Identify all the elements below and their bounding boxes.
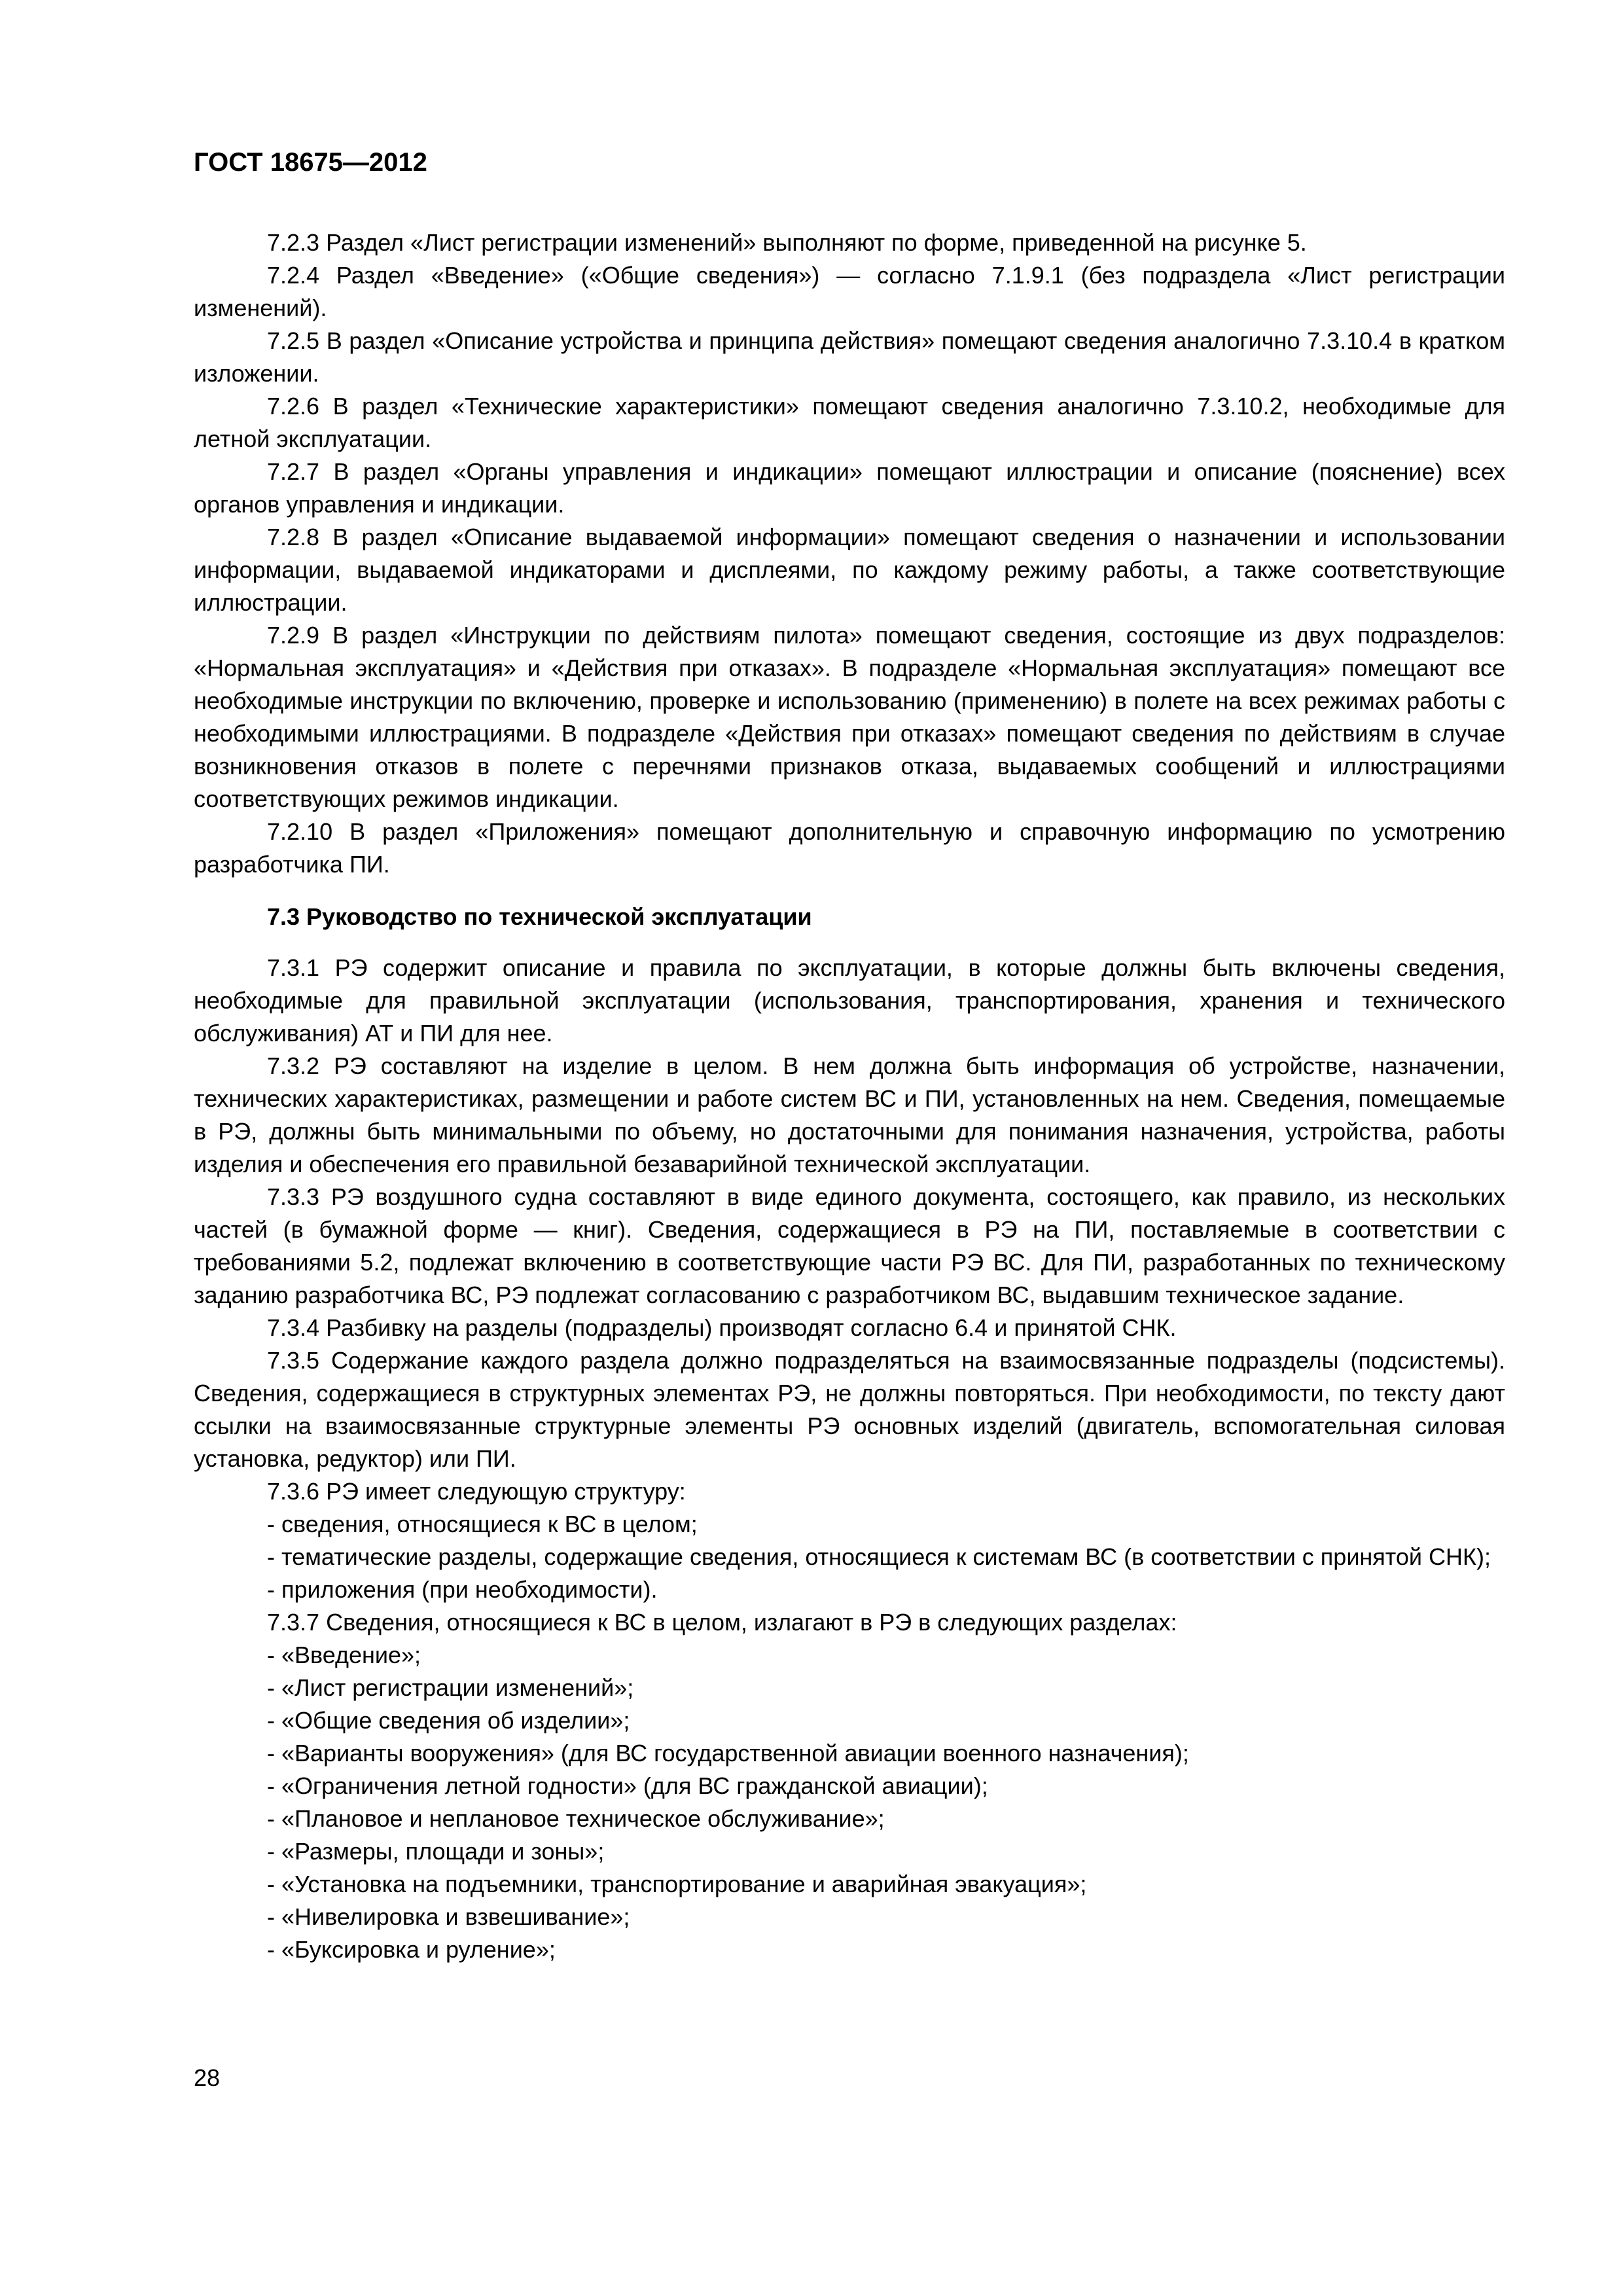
list-item-maintenance: - «Плановое и неплановое техническое обслуживание»;	[267, 1805, 885, 1832]
paragraph-7-2-9: 7.2.9 В раздел «Инструкции по действиям пилота» помещают сведения, состоящие из двух подразделов: «Нормальная эксплуатация» и «Действия при отказах». В подразделе «Нормальная эксплуатация» помещают все необходимые инструкции по включению, проверке и использованию (применению) в полете на всех режимах работы с необходимыми иллюстрациями. В подразделе «Действия при отказах» помещают сведения по действиям в случае возникновения отказов в полете с перечнями признаков отказа, выдаваемых сообщений и иллюстрациями соответствующих режимов индикации.	[194, 622, 1505, 812]
paragraph-7-2-8: 7.2.8 В раздел «Описание выдаваемой информации» помещают сведения о назначении и использовании информации, выдаваемой индикаторами и дисплеями, по каждому режиму работы, а также соответствующие иллюстрации.	[194, 524, 1505, 616]
paragraph-7-3-6: 7.3.6 РЭ имеет следующую структуру:	[267, 1478, 686, 1505]
list-item-appendices: - приложения (при необходимости).	[267, 1576, 658, 1603]
paragraph-7-3-7: 7.3.7 Сведения, относящиеся к ВС в целом, излагают в РЭ в следующих разделах:	[267, 1609, 1177, 1636]
paragraph-7-2-3: 7.2.3 Раздел «Лист регистрации изменений» выполняют по форме, приведенной на рисунке 5.	[267, 229, 1307, 256]
paragraph-7-3-1: 7.3.1 РЭ содержит описание и правила по эксплуатации, в которые должны быть включены сведения, необходимые для правильной эксплуатации (использования, транспортирования, хранения и технического обслуживания) АТ и ПИ для нее.	[194, 954, 1505, 1047]
paragraph-7-2-10: 7.2.10 В раздел «Приложения» помещают дополнительную и справочную информацию по усмотрению разработчика ПИ.	[194, 818, 1505, 878]
list-item-change-log: - «Лист регистрации изменений»;	[267, 1674, 634, 1701]
paragraph-7-3-5: 7.3.5 Содержание каждого раздела должно подразделяться на взаимосвязанные подразделы (подсистемы). Сведения, содержащиеся в структурных элементах РЭ, не должны повторяться. При необходимости, по тексту дают ссылки на взаимосвязанные структурные элементы РЭ основных изделий (двигатель, вспомогательная силовая установка, редуктор) или ПИ.	[194, 1347, 1505, 1472]
paragraph-7-3-3: 7.3.3 РЭ воздушного судна составляют в виде единого документа, состоящего, как правило, из нескольких частей (в бумажной форме — книг). Сведения, содержащиеся в РЭ на ПИ, поставляемые в соответствии с требованиями 5.2, подлежат включению в соответствующие части РЭ ВС. Для ПИ, разработанных по техническому заданию разработчика ВС, РЭ подлежат согласованию с разработчиком ВС, выдавшим техническое задание.	[194, 1183, 1505, 1308]
list-item-armament-variants: - «Варианты вооружения» (для ВС государственной авиации военного назначения);	[267, 1740, 1189, 1767]
paragraph-7-2-6: 7.2.6 В раздел «Технические характеристики» помещают сведения аналогично 7.3.10.2, необходимые для летной эксплуатации.	[194, 393, 1505, 452]
paragraph-7-2-4: 7.2.4 Раздел «Введение» («Общие сведения») — согласно 7.1.9.1 (без подраздела «Лист регистрации изменений).	[194, 262, 1505, 321]
paragraph-7-3-4: 7.3.4 Разбивку на разделы (подразделы) производят согласно 6.4 и принятой СНК.	[267, 1314, 1177, 1341]
list-item-dimensions-zones: - «Размеры, площади и зоны»;	[267, 1838, 605, 1865]
section-heading-7-3: 7.3 Руководство по технической эксплуатации	[267, 903, 812, 930]
list-item-introduction: - «Введение»;	[267, 1641, 421, 1668]
list-item-thematic-sections: - тематические разделы, содержащие сведения, относящиеся к системам ВС (в соответствии с принятой СНК);	[267, 1543, 1491, 1570]
paragraph-7-2-5: 7.2.5 В раздел «Описание устройства и принципа действия» помещают сведения аналогично 7.3.10.4 в кратком изложении.	[194, 327, 1505, 387]
document-body	[194, 226, 1505, 1966]
list-item-vs-overall: - сведения, относящиеся к ВС в целом;	[267, 1511, 698, 1537]
list-item-towing-taxiing: - «Буксировка и руление»;	[267, 1936, 556, 1963]
list-item-airworthiness: - «Ограничения летной годности» (для ВС гражданской авиации);	[267, 1772, 988, 1799]
list-item-leveling-weighing: - «Нивелировка и взвешивание»;	[267, 1903, 630, 1930]
paragraph-7-3-2: 7.3.2 РЭ составляют на изделие в целом. В нем должна быть информация об устройстве, назначении, технических характеристиках, размещении и работе систем ВС и ПИ, установленных на нем. Сведения, помещаемые в РЭ, должны быть минимальными по объему, но достаточными для понимания назначения, устройства, работы изделия и обеспечения его правильной безаварийной технической эксплуатации.	[194, 1052, 1505, 1177]
list-item-general-info: - «Общие сведения об изделии»;	[267, 1707, 630, 1734]
paragraph-7-2-7: 7.2.7 В раздел «Органы управления и индикации» помещают иллюстрации и описание (пояснение) всех органов управления и индикации.	[194, 458, 1505, 518]
list-item-jacking-transport: - «Установка на подъемники, транспортирование и аварийная эвакуация»;	[267, 1871, 1087, 1897]
running-header-gost-number: ГОСТ 18675—2012	[194, 148, 427, 177]
page-number: 28	[194, 2064, 221, 2091]
